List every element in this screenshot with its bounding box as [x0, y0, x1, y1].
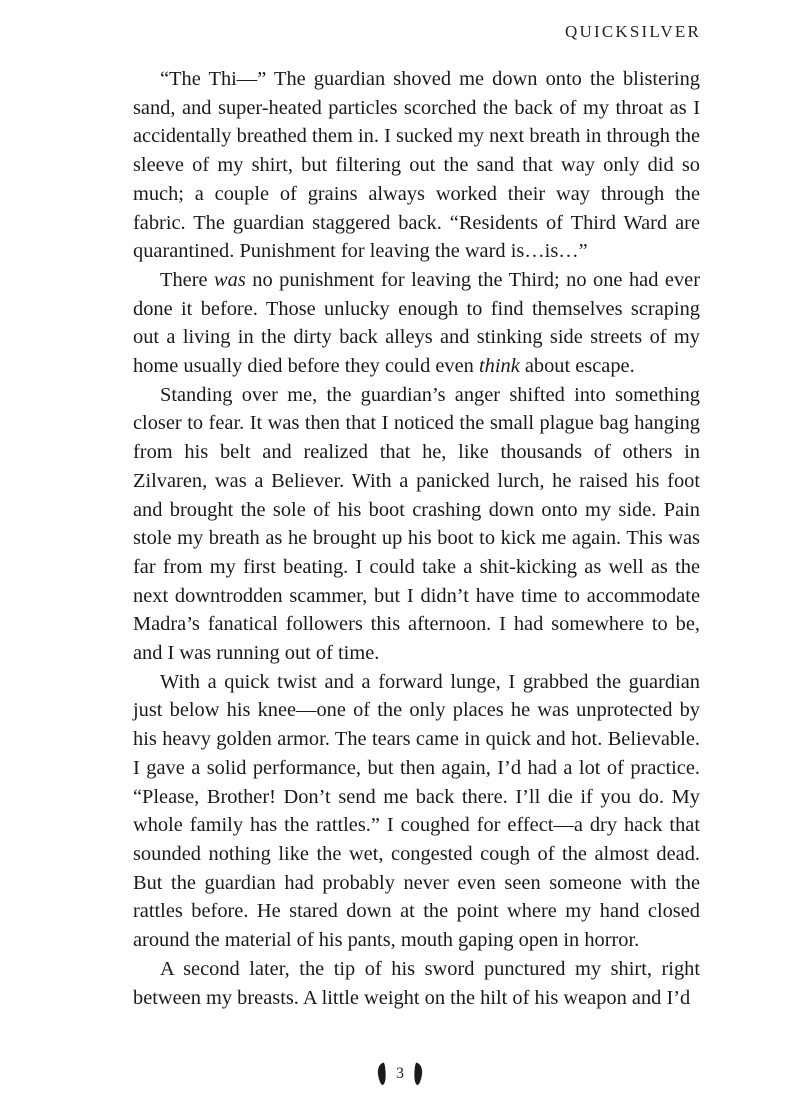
paragraph-5: A second later, the tip of his sword punctured my shirt, right between my breasts. A little weight on the hilt of his weapon and I’d [133, 957, 700, 1009]
page-number: 3 [396, 1065, 404, 1082]
running-header: QUICKSILVER [565, 22, 701, 41]
page-folio [0, 1063, 800, 1090]
emphasis-think: think [478, 355, 520, 378]
paragraph-2-part-2: no punishment for leaving the Third; no one had ever done it before. Those unlucky enough to find themselves scraping out a living in the dirty back alleys and stinking side streets of my home usually died before they could even [133, 268, 700, 378]
paragraph-3: Standing over me, the guardian’s anger shifted into something closer to fear. It was then that I noticed the small plague bag hanging from his belt and realized that he, like thousands of others in Zilvaren, was a Believer. With a panicked lurch, he raised his foot and brought the sole of his boot crashing down onto my side. Pain stole my breath as he brought up his boot to kick me again. This was far from my first beating. I could take a shit-kicking as well as the next downtrodden scammer, but I didn’t have time to accommodate Madra’s fanatical followers this afternoon. I had somewhere to be, and I was running out of time. [133, 383, 700, 665]
paragraph-2-part-3: about escape. [519, 355, 635, 378]
left-bracket-ornament-icon [377, 1063, 388, 1086]
page-body [133, 65, 700, 1012]
paragraph-1: “The Thi—” The guardian shoved me down onto the blistering sand, and super-heated particles scorched the back of my throat as I accidentally breathed them in. I sucked my next breath in through the sleeve of my shirt, but filtering out the sand that way only did so much; a couple of grains always worked their way through the fabric. The guardian staggered back. “Residents of Third Ward are quarantined. Punishment for leaving the ward is…is…” [133, 68, 700, 263]
emphasis-was: was [214, 268, 246, 291]
paragraph-2 [133, 266, 700, 381]
right-bracket-ornament-icon [413, 1063, 424, 1086]
paragraph-4: With a quick twist and a forward lunge, I grabbed the guardian just below his knee—one of the only places he was unprotected by his heavy golden armor. The tears came in quick and hot. Believable. I gave a solid performance, but then again, I’d had a lot of practice. “Please, Brother! Don’t send me back there. I’ll die if you do. My whole family has the rattles.” I coughed for effect—a dry hack that sounded nothing like the wet, congested cough of the almost dead. But the guardian had probably never even seen someone with the rattles before. He stared down at the point where my hand closed around the material of his pants, mouth gaping open in horror. [133, 670, 700, 952]
paragraph-2-part-1: There [160, 268, 215, 291]
